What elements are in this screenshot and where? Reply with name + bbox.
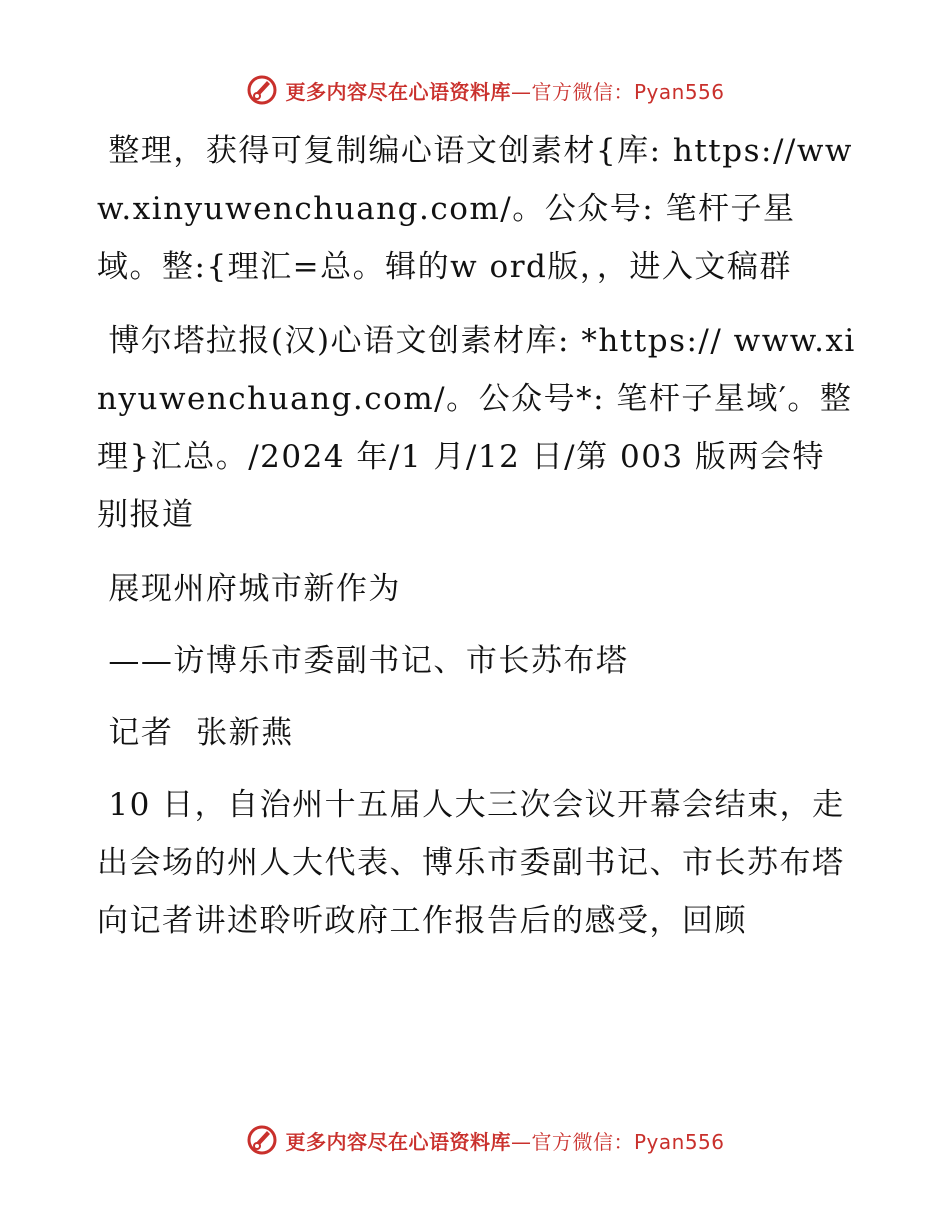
article-byline: 记者 张新燕 xyxy=(97,715,294,751)
article-lead-paragraph: 10 日，自治州十五届人大三次会议开幕会结束，走出会场的州人大代表、博乐市委副书记、市长苏布塔向记者讲述聆听政府工作报告后的感受，回顾 xyxy=(97,787,845,939)
banner-prefix: 更多内容尽在心语资料库 xyxy=(285,1129,511,1154)
banner-dash: — xyxy=(510,79,532,104)
footer-banner-inner xyxy=(245,1123,724,1157)
paragraph-publication-info: 博尔塔拉报(汉)心语文创素材库: *https:// www.xinyuwenchuang.com/。公众号*: 笔杆子星域′。整理}汇总。/2024 年/1 月/12 日/第 003 版两会特别报道 xyxy=(97,323,856,533)
article-title: 展现州府城市新作为 xyxy=(97,571,401,607)
banner-wechat-label: 官方微信： xyxy=(531,1129,634,1154)
brand-logo-icon xyxy=(245,1123,279,1157)
footer-banner-text xyxy=(285,1126,724,1155)
header-banner-text xyxy=(285,76,724,105)
banner-prefix: 更多内容尽在心语资料库 xyxy=(285,79,511,104)
article-subtitle: ——访博乐市委副书记、市长苏布塔 xyxy=(97,643,629,679)
paragraph-source-note: 整理，获得可复制编心语文创素材{库: https://www.xinyuwenchuang.com/。公众号: 笔杆子星域。整:{理汇=总。辑的w ord版，，进入文稿群 xyxy=(97,133,853,285)
brand-logo-icon xyxy=(245,73,279,107)
footer-banner xyxy=(0,1120,950,1160)
banner-wechat-label: 官方微信： xyxy=(531,79,634,104)
banner-wechat-id: Pyan556 xyxy=(633,1129,725,1154)
banner-wechat-id: Pyan556 xyxy=(633,79,725,104)
document-body xyxy=(97,122,857,966)
header-banner xyxy=(0,70,950,110)
header-banner-inner xyxy=(245,73,724,107)
banner-dash: — xyxy=(510,1129,532,1154)
